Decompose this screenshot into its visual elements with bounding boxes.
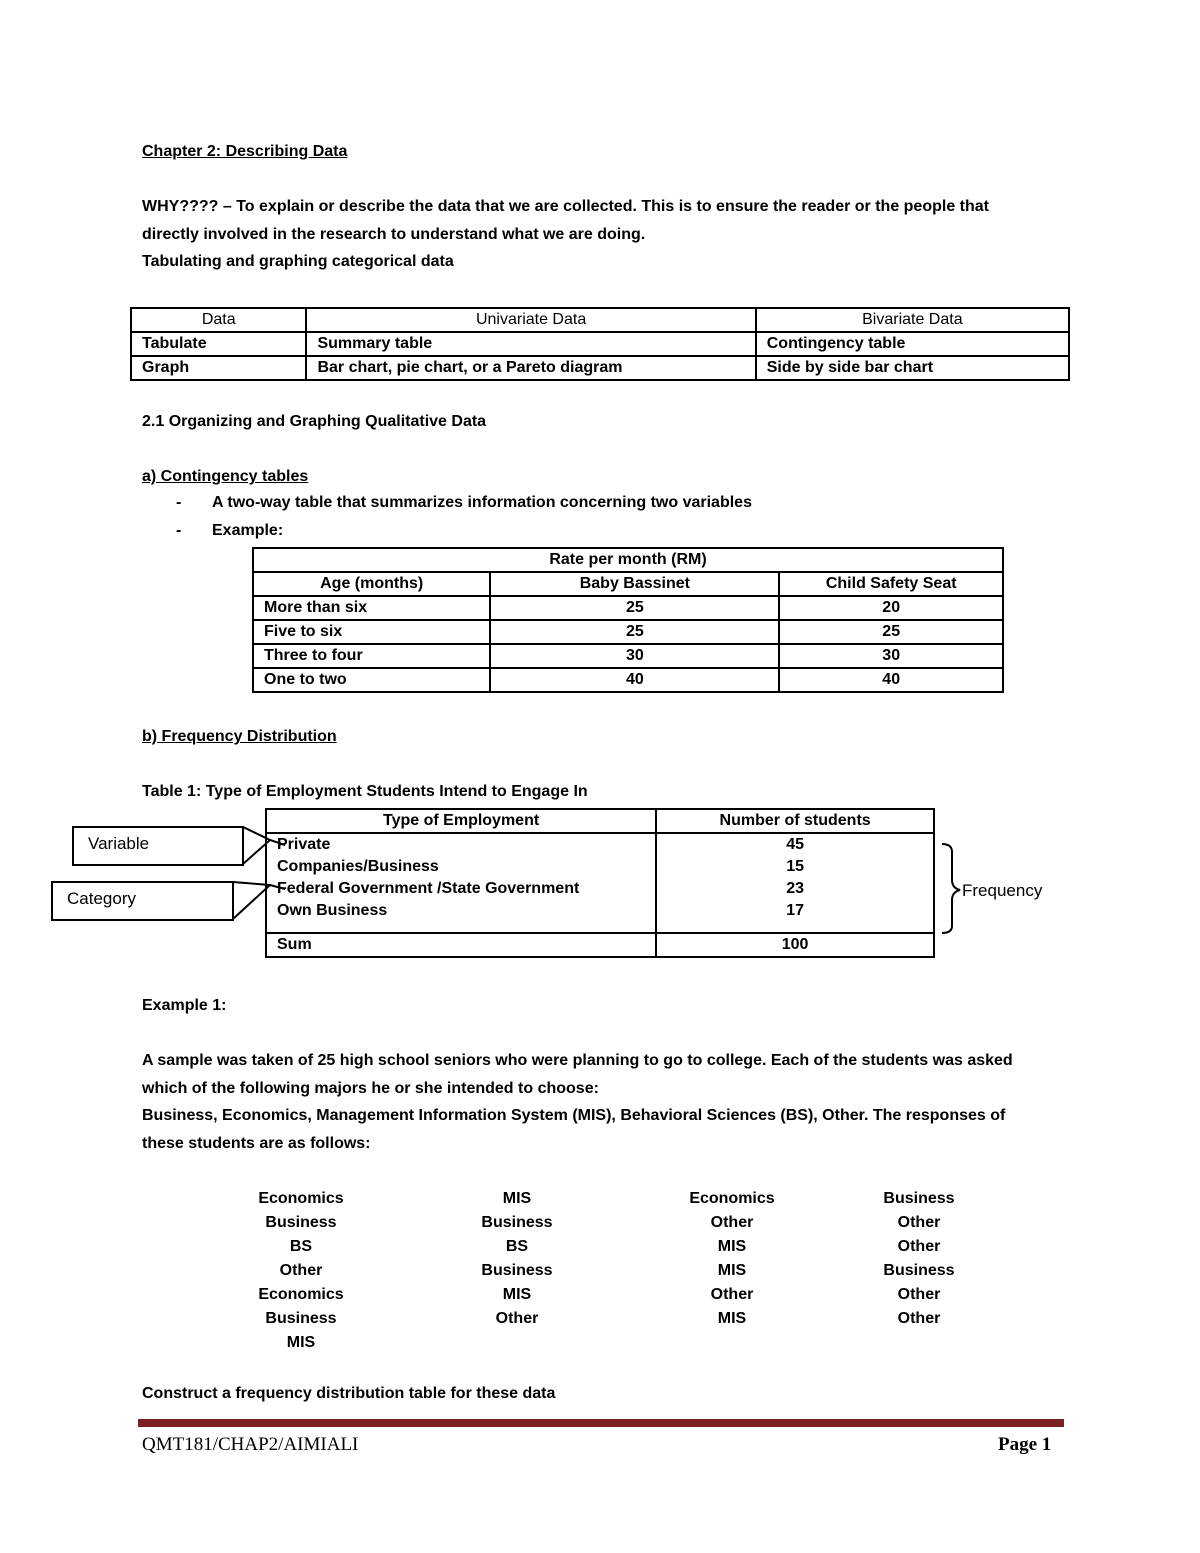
response-item: Other (897, 1286, 941, 1303)
response-item: Other (897, 1310, 941, 1327)
frequency-cell: Private (266, 833, 656, 856)
example-para-line: A sample was taken of 25 high school seniors who were planning to go to college. Each of the students was asked (142, 1052, 1013, 1069)
example-para-line: which of the following majors he or she intended to choose: (142, 1080, 599, 1097)
contingency-cell: One to two (253, 668, 490, 692)
bullet-dash: - (176, 494, 182, 511)
bullet-dash: - (176, 522, 182, 539)
response-item: Other (279, 1262, 323, 1279)
response-item: Business (883, 1190, 955, 1207)
frequency-cell: Own Business (266, 900, 656, 922)
response-item: MIS (717, 1238, 747, 1255)
response-item: Other (495, 1310, 539, 1327)
frequency-callout: Frequency (962, 881, 1043, 900)
response-item: Business (265, 1310, 337, 1327)
response-item: Other (897, 1214, 941, 1231)
footer-rule (138, 1419, 1064, 1427)
response-item: Other (710, 1214, 754, 1231)
response-item: Business (481, 1262, 553, 1279)
response-item: Economics (689, 1190, 775, 1207)
response-item: Business (883, 1262, 955, 1279)
response-item: MIS (502, 1190, 532, 1207)
overview-cell: Summary table (306, 332, 755, 356)
response-item: Economics (258, 1286, 344, 1303)
overview-cell: Bar chart, pie chart, or a Pareto diagram (306, 356, 755, 380)
frequency-sum-label: Sum (266, 933, 656, 957)
overview-cell: Tabulate (131, 332, 306, 356)
frequency-table-title: Table 1: Type of Employment Students Intend to Engage In (142, 783, 588, 800)
example-para-line: Business, Economics, Management Information System (MIS), Behavioral Sciences (BS), Other. The responses of (142, 1107, 1006, 1124)
category-connector (233, 882, 285, 919)
overview-header-cell: Data (131, 308, 306, 332)
section-heading: 2.1 Organizing and Graphing Qualitative Data (142, 413, 487, 430)
overview-cell: Contingency table (756, 332, 1069, 356)
contingency-cell: 30 (490, 644, 779, 668)
contingency-heading: a) Contingency tables (142, 468, 309, 485)
frequency-sum-value: 100 (656, 933, 934, 957)
response-item: BS (289, 1238, 313, 1255)
response-item: Other (897, 1238, 941, 1255)
frequency-cell: Federal Government /State Government (266, 878, 656, 900)
bullet-item: Example: (212, 522, 284, 539)
contingency-cell: 25 (490, 620, 779, 644)
contingency-header-cell: Age (months) (253, 572, 490, 596)
frequency-cell: 45 (656, 833, 934, 856)
footer-page-number: Page 1 (998, 1434, 1052, 1455)
contingency-caption: Rate per month (RM) (253, 548, 1003, 572)
frequency-heading: b) Frequency Distribution (142, 728, 337, 745)
contingency-cell: 20 (779, 596, 1003, 620)
response-item: MIS (717, 1310, 747, 1327)
frequency-cell: 17 (656, 900, 934, 922)
response-item: Economics (258, 1190, 344, 1207)
overview-cell: Side by side bar chart (756, 356, 1069, 380)
contingency-cell: 30 (779, 644, 1003, 668)
contingency-cell: 40 (779, 668, 1003, 692)
response-item: Other (710, 1286, 754, 1303)
frequency-cell: 23 (656, 878, 934, 900)
frequency-brace (942, 844, 960, 933)
footer-course-code: QMT181/CHAP2/AIMIALI (142, 1434, 359, 1455)
frequency-cell: Companies/Business (266, 856, 656, 878)
example-heading: Example 1: (142, 997, 227, 1014)
variable-callout: Variable (72, 826, 244, 866)
overview-header-cell: Univariate Data (306, 308, 755, 332)
response-item: Business (265, 1214, 337, 1231)
contingency-cell: 25 (779, 620, 1003, 644)
subtitle: Tabulating and graphing categorical data (142, 253, 454, 270)
response-item: MIS (286, 1334, 316, 1351)
contingency-header-cell: Child Safety Seat (779, 572, 1003, 596)
contingency-cell: 40 (490, 668, 779, 692)
why-line-1: WHY???? – To explain or describe the data that we are collected. This is to ensure the reader or the people that (142, 198, 989, 215)
response-item: MIS (717, 1262, 747, 1279)
frequency-cell: 15 (656, 856, 934, 878)
response-item: MIS (502, 1286, 532, 1303)
frequency-header-cell: Type of Employment (266, 809, 656, 833)
contingency-cell: Three to four (253, 644, 490, 668)
overview-header-cell: Bivariate Data (756, 308, 1069, 332)
example-para-line: these students are as follows: (142, 1135, 371, 1152)
overview-cell: Graph (131, 356, 306, 380)
variable-connector (243, 827, 285, 864)
contingency-cell: Five to six (253, 620, 490, 644)
response-item: Business (481, 1214, 553, 1231)
page-title: Chapter 2: Describing Data (142, 143, 348, 160)
category-callout: Category (51, 881, 234, 921)
response-item: BS (505, 1238, 529, 1255)
example-task: Construct a frequency distribution table for these data (142, 1385, 556, 1402)
bullet-item: A two-way table that summarizes information concerning two variables (212, 494, 752, 511)
contingency-header-cell: Baby Bassinet (490, 572, 779, 596)
why-line-2: directly involved in the research to understand what we are doing. (142, 226, 646, 243)
contingency-cell: More than six (253, 596, 490, 620)
frequency-header-cell: Number of students (656, 809, 934, 833)
contingency-cell: 25 (490, 596, 779, 620)
